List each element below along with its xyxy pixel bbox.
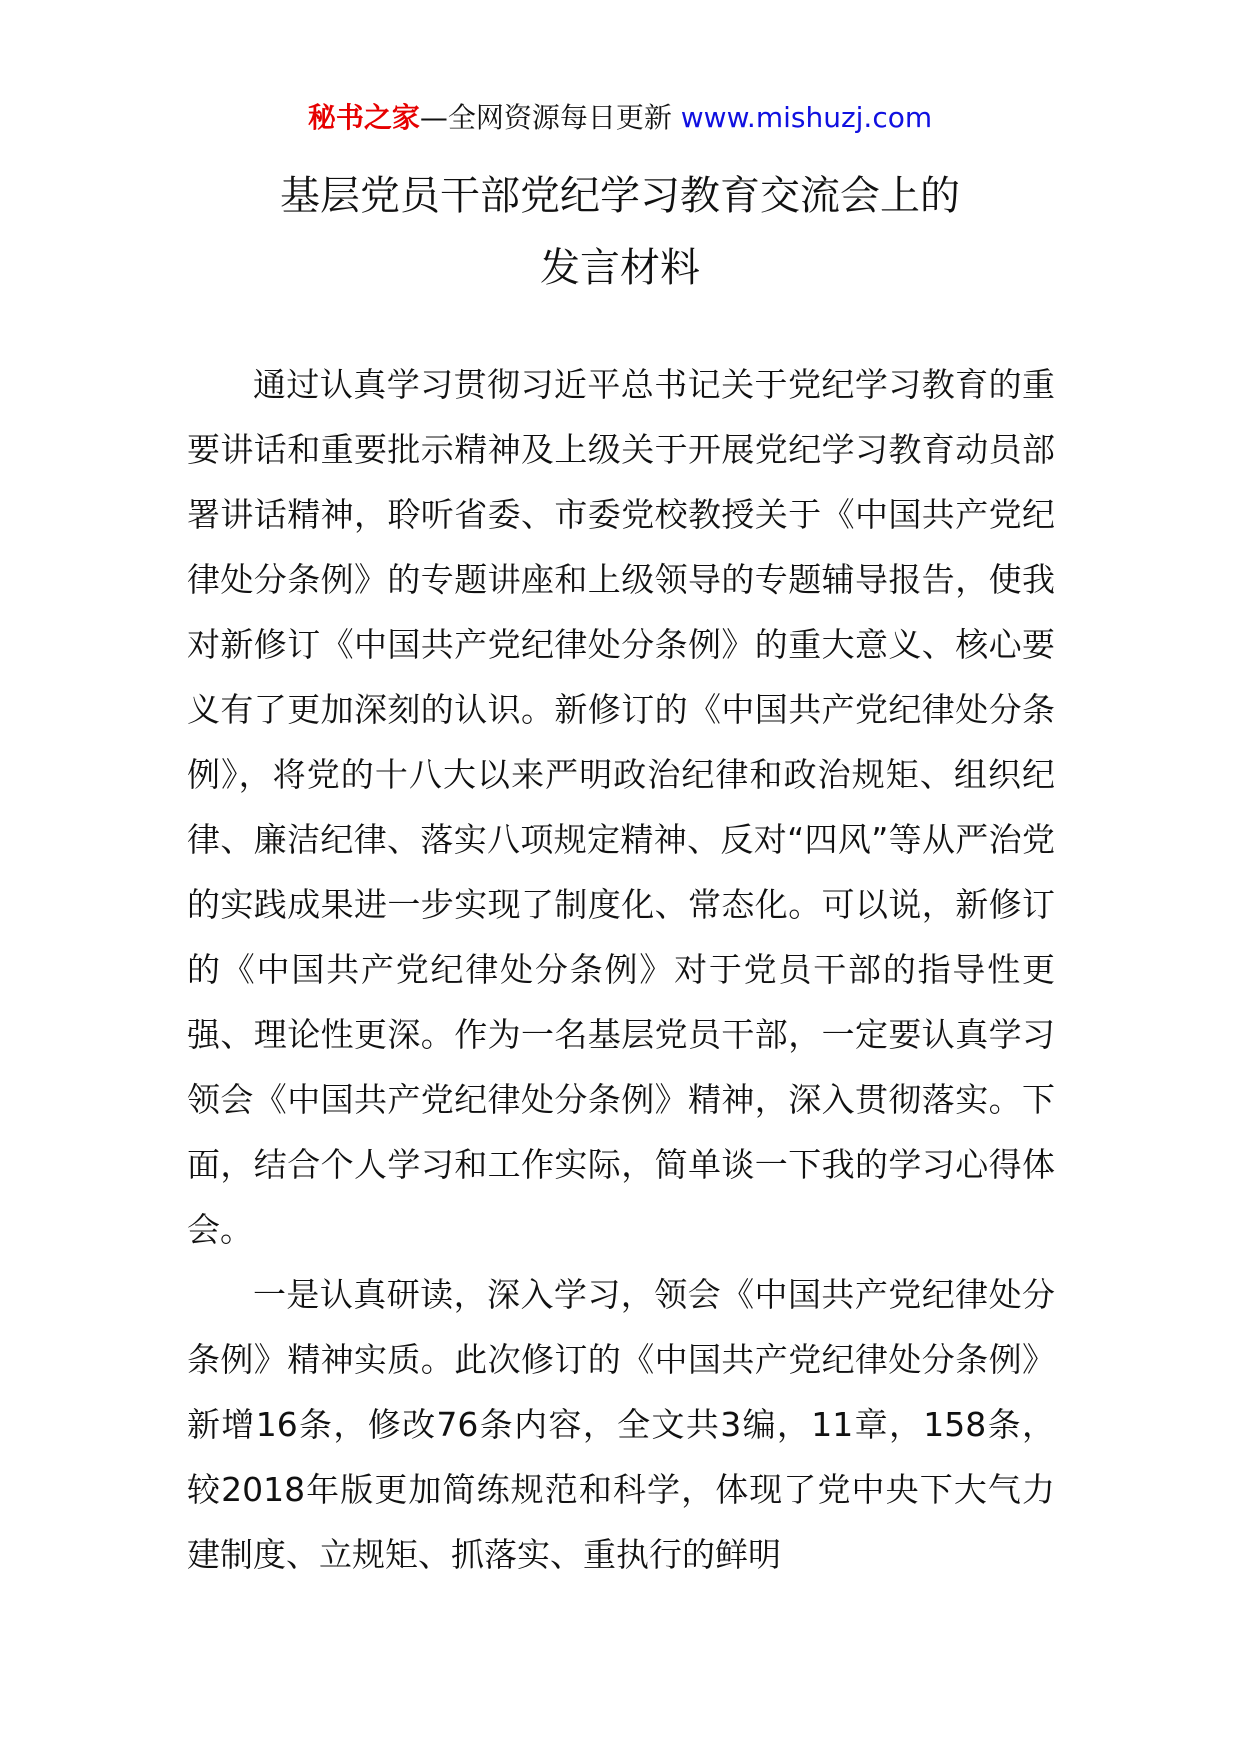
site-brand: 秘书之家 bbox=[307, 101, 420, 134]
document-title-line-1: 基层党员干部党纪学习教育交流会上的 bbox=[280, 173, 960, 219]
site-header bbox=[0, 98, 1240, 138]
body-paragraph: 一是认真研读，深入学习，领会《中国共产党纪律处分条例》精神实质。此次修订的《中国共产党纪律处分条例》新增16条，修改76条内容，全文共3编，11章，158条，较2018年版更加简练规范和科学，体现了党中央下大气力建制度、立规矩、抓落实、重执行的鲜明 bbox=[187, 1275, 1055, 1574]
document-title bbox=[0, 160, 1240, 304]
site-url-link[interactable]: www.mishuzj.com bbox=[680, 101, 933, 134]
site-slogan: —全网资源每日更新 bbox=[419, 101, 681, 134]
body-paragraph: 通过认真学习贯彻习近平总书记关于党纪学习教育的重要讲话和重要批示精神及上级关于开展党纪学习教育动员部署讲话精神，聆听省委、市委党校教授关于《中国共产党纪律处分条例》的专题讲座和上级领导的专题辅导报告，使我对新修订《中国共产党纪律处分条例》的重大意义、核心要义有了更加深刻的认识。新修订的《中国共产党纪律处分条例》，将党的十八大以来严明政治纪律和政治规矩、组织纪律、廉洁纪律、落实八项规定精神、反对“四风”等从严治党的实践成果进一步实现了制度化、常态化。可以说，新修订的《中国共产党纪律处分条例》对于党员干部的指导性更强、理论性更深。作为一名基层党员干部，一定要认真学习领会《中国共产党纪律处分条例》精神，深入贯彻落实。下面，结合个人学习和工作实际，简单谈一下我的学习心得体会。 bbox=[187, 365, 1055, 1249]
document-body bbox=[187, 352, 1055, 1587]
document-title-line-2: 发言材料 bbox=[540, 245, 700, 291]
